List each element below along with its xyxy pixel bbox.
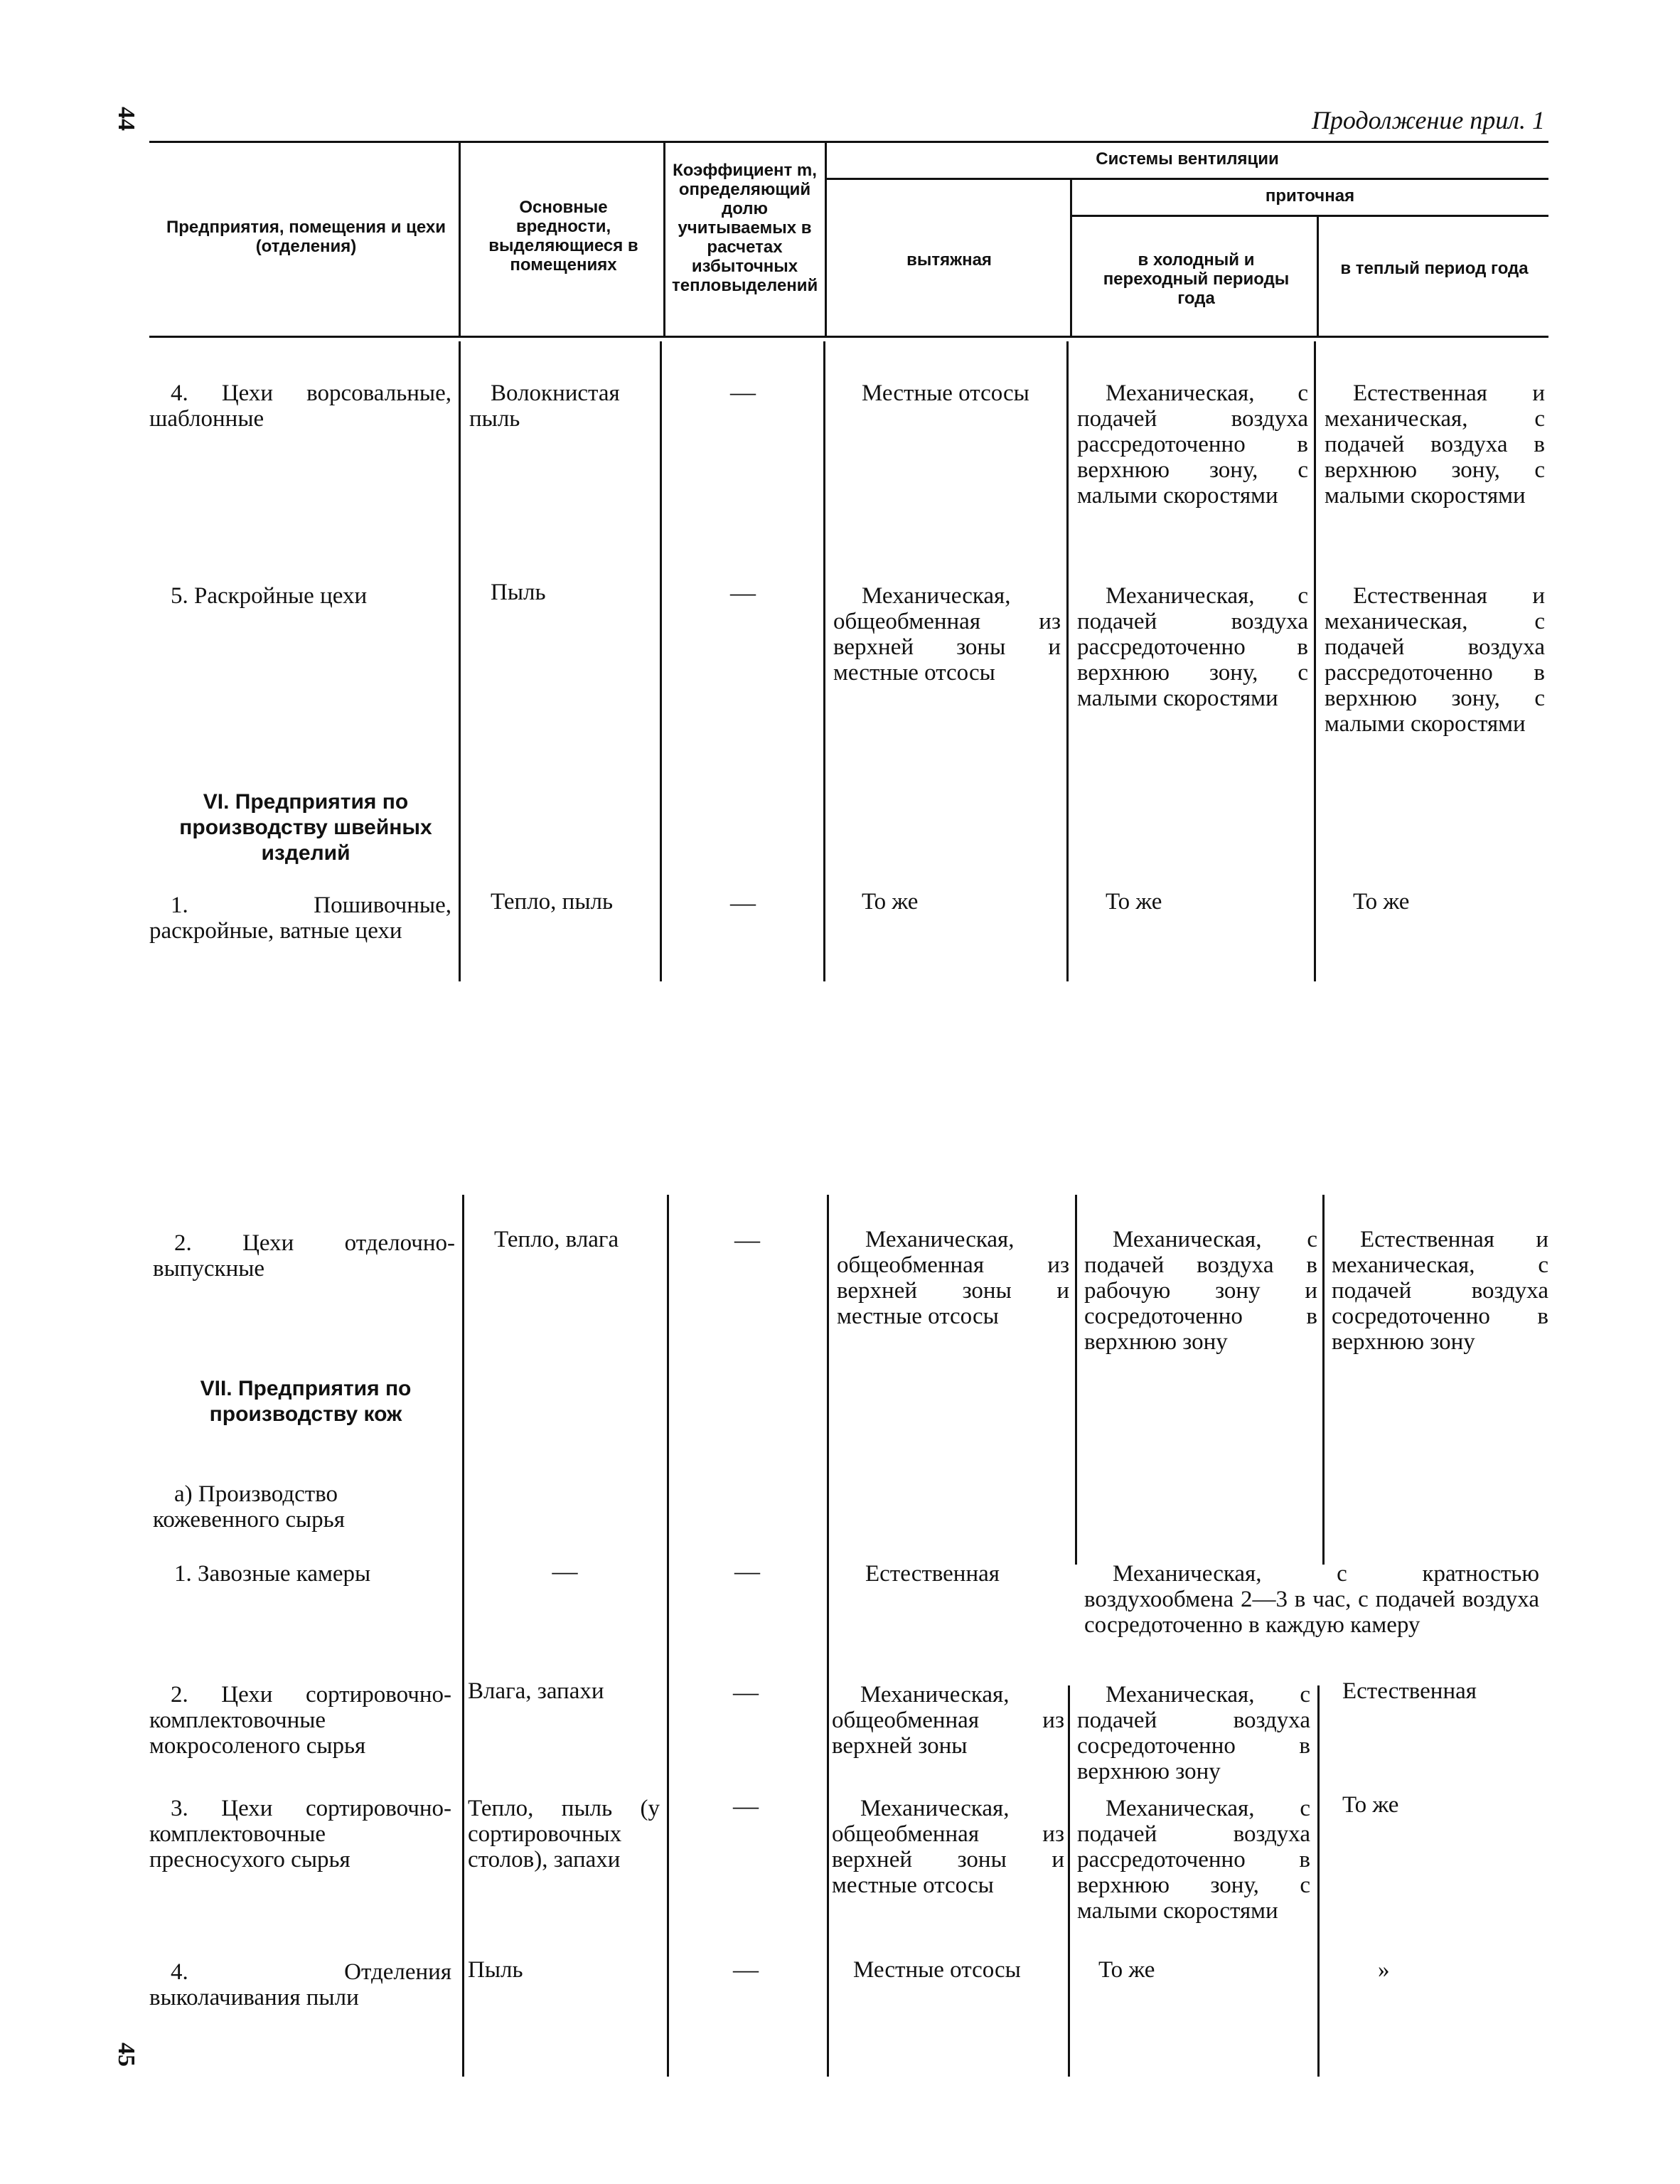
header-vline-2 bbox=[663, 142, 665, 336]
row-7-1-exhaust: Естественная bbox=[865, 1561, 1000, 1587]
header-top-rule bbox=[149, 141, 1548, 143]
row-6-2-supply-warm: Естественная и механическая, с подачей воздуха сосредоточенно в верхнюю зону bbox=[1332, 1227, 1548, 1355]
row-7-2-coefficient: — bbox=[733, 1678, 759, 1706]
section-vii-heading: VII. Предприятия по производству кож bbox=[200, 1377, 412, 1426]
row-6-1-coefficient: — bbox=[730, 888, 756, 917]
body-vline-4-upper bbox=[1066, 341, 1069, 981]
row-7-2-hazard: Влага, запахи bbox=[468, 1678, 604, 1704]
row-7-2-supply-cold: Механическая, с подачей воздуха сосредоточенно в верхнюю зону bbox=[1077, 1682, 1310, 1784]
body-vline-5-upper bbox=[1314, 341, 1316, 981]
header-warm-period: в теплый период года bbox=[1340, 259, 1529, 278]
header-vline-3 bbox=[825, 142, 827, 336]
subsection-vii-a: а) Производство кожевенного сырья bbox=[153, 1481, 345, 1533]
row-5-supply-warm: Естественная и механическая, с подачей воздуха рассредоточенно в верхнюю зону, с малыми скоростями bbox=[1325, 583, 1545, 737]
body-vline-3-lower bbox=[827, 1195, 829, 2077]
row-6-2-exhaust: Механическая, общеобменная из верхней зоны и местные отсосы bbox=[837, 1227, 1069, 1329]
row-7-4-hazard: Пыль bbox=[468, 1957, 523, 1983]
row-4-supply-warm: Естественная и механическая, с подачей воздуха в верхнюю зону, с малыми скоростями bbox=[1325, 380, 1545, 508]
body-vline-2-upper bbox=[660, 341, 662, 981]
header-enterprises: Предприятия, помещения и цехи (отделения) bbox=[166, 218, 446, 256]
row-6-2-supply-cold: Механическая, с подачей воздуха в рабочую зону и сосредоточенно в верхнюю зону bbox=[1084, 1227, 1317, 1355]
body-vline-5a-lower bbox=[1322, 1195, 1325, 1565]
row-4-supply-cold: Механическая, с подачей воздуха рассредоточенно в верхнюю зону, с малыми скоростями bbox=[1077, 380, 1308, 508]
row-4-exhaust: Местные отсосы bbox=[862, 380, 1029, 406]
row-5-hazard: Пыль bbox=[491, 580, 546, 605]
row-5-coefficient: — bbox=[730, 578, 756, 607]
body-vline-2-lower bbox=[667, 1195, 669, 2077]
header-supply: приточная bbox=[1265, 186, 1355, 206]
row-6-1-hazard: Тепло, пыль bbox=[491, 889, 614, 915]
header-hazards: Основные вредности, выделяющиеся в помещениях bbox=[488, 198, 638, 275]
body-vline-3-upper bbox=[823, 341, 825, 981]
row-6-2-name: 2. Цехи отделочно-выпускные bbox=[153, 1230, 455, 1282]
continuation-label: Продолжение прил. 1 bbox=[1311, 106, 1545, 134]
row-5-exhaust: Механическая, общеобменная из верхней зоны и местные отсосы bbox=[833, 583, 1061, 686]
header-cold-period: в холодный и переходный периоды года bbox=[1103, 250, 1290, 308]
row-7-3-supply-warm: То же bbox=[1342, 1792, 1399, 1818]
row-7-4-exhaust: Местные отсосы bbox=[853, 1957, 1021, 1983]
row-6-2-coefficient: — bbox=[734, 1225, 760, 1254]
body-vline-4a-lower bbox=[1075, 1195, 1077, 1565]
row-6-1-supply-cold: То же bbox=[1106, 889, 1162, 915]
row-6-2-hazard: Тепло, влага bbox=[494, 1227, 619, 1252]
row-7-2-name: 2. Цехи сортировочно-комплектовочные мокросоленого сырья bbox=[149, 1682, 451, 1759]
row-6-1-exhaust: То же bbox=[862, 889, 919, 915]
row-7-3-name: 3. Цехи сортировочно-комплектовочные пресносухого сырья bbox=[149, 1796, 451, 1873]
row-7-3-hazard: Тепло, пыль (у сортировочных столов), запахи bbox=[468, 1796, 660, 1873]
row-4-coefficient: — bbox=[730, 378, 756, 406]
row-7-4-supply-cold: То же bbox=[1098, 1957, 1155, 1983]
row-6-1-supply-warm: То же bbox=[1353, 889, 1410, 915]
row-7-3-supply-cold: Механическая, с подачей воздуха рассредоточенно в верхнюю зону, с малыми скоростями bbox=[1077, 1796, 1310, 1924]
header-bottom-rule bbox=[149, 336, 1548, 338]
section-vi-heading: VI. Предприятия по производству швейных изделий bbox=[179, 790, 432, 865]
header-vline-4 bbox=[1070, 179, 1072, 336]
page-number-top: 44 bbox=[113, 107, 139, 131]
ventilation-rule bbox=[825, 178, 1548, 180]
row-7-3-exhaust: Механическая, общеобменная из верхней зоны и местные отсосы bbox=[832, 1796, 1064, 1898]
row-7-4-coefficient: — bbox=[733, 1955, 759, 1983]
header-ventilation-systems: Системы вентиляции bbox=[1096, 149, 1279, 169]
body-vline-5b-lower bbox=[1317, 1685, 1320, 2077]
row-5-supply-cold: Механическая, с подачей воздуха рассредоточенно в верхнюю зону, с малыми скоростями bbox=[1077, 583, 1308, 711]
row-6-1-name: 1. Пошивочные, раскройные, ватные цехи bbox=[149, 893, 451, 944]
header-coefficient: Коэффициент m, определяющий долю учитываемых в расчетах избыточных тепловыделений bbox=[672, 161, 818, 295]
header-exhaust: вытяжная bbox=[906, 250, 992, 270]
row-7-2-supply-warm: Естественная bbox=[1342, 1678, 1477, 1704]
row-7-1-supply-merged: Механическая, с кратностью воздухообмена 2—3 в час, с подачей воздуха сосредоточенно в каждую камеру bbox=[1084, 1561, 1539, 1638]
row-7-2-exhaust: Механическая, общеобменная из верхней зоны bbox=[832, 1682, 1064, 1759]
body-vline-1-upper bbox=[459, 341, 461, 981]
row-5-name: 5. Раскройные цехи bbox=[171, 583, 368, 609]
row-7-1-hazard: — bbox=[552, 1557, 578, 1585]
row-7-3-coefficient: — bbox=[733, 1791, 759, 1820]
row-4-name: 4. Цехи ворсовальные, шаблонные bbox=[149, 380, 451, 432]
body-vline-1-lower bbox=[462, 1195, 464, 2077]
row-7-1-name: 1. Завозные камеры bbox=[174, 1561, 371, 1587]
row-7-4-supply-warm: » bbox=[1378, 1957, 1390, 1983]
row-4-hazard: Волокнистая пыль bbox=[469, 380, 620, 432]
row-7-1-coefficient: — bbox=[734, 1557, 760, 1585]
header-vline-5 bbox=[1317, 216, 1319, 336]
page-number-bottom: 45 bbox=[113, 2042, 139, 2067]
body-vline-4b-lower bbox=[1068, 1685, 1070, 2077]
supply-rule bbox=[1070, 215, 1548, 217]
header-vline-1 bbox=[459, 142, 461, 336]
row-7-4-name: 4. Отделения выколачивания пыли bbox=[149, 1959, 451, 2010]
